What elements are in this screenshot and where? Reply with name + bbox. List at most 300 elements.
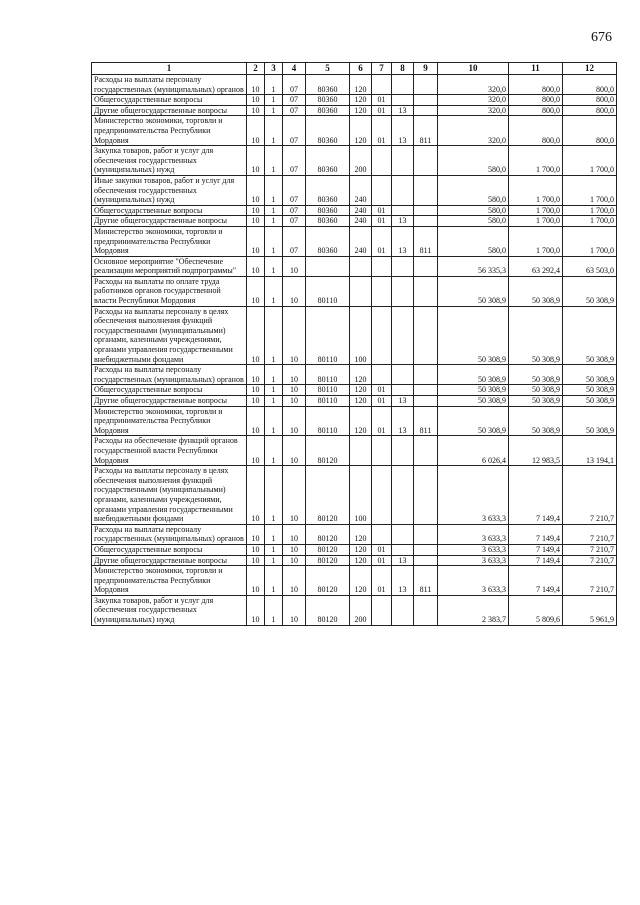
table-row (92, 216, 617, 227)
code-cell: 10 (283, 524, 306, 544)
code-cell: 10 (283, 276, 306, 306)
code-cell (372, 436, 392, 466)
amount-cell: 1 700,0 (563, 226, 617, 256)
amount-cell: 50 308,9 (509, 396, 563, 407)
table-row (92, 116, 617, 146)
amount-cell: 3 633,3 (438, 466, 509, 525)
amount-cell: 50 308,9 (563, 306, 617, 365)
code-cell: 13 (392, 105, 414, 116)
amount-cell: 1 700,0 (563, 216, 617, 227)
table-row (92, 306, 617, 365)
table-row (92, 75, 617, 95)
amount-cell: 1 700,0 (509, 216, 563, 227)
code-cell: 10 (283, 544, 306, 555)
amount-cell: 320,0 (438, 105, 509, 116)
amount-cell: 320,0 (438, 116, 509, 146)
table-row (92, 385, 617, 396)
code-cell (306, 256, 350, 276)
column-header: 12 (563, 63, 617, 75)
code-cell (414, 544, 438, 555)
amount-cell: 7 210,7 (563, 524, 617, 544)
row-name-cell: Министерство экономики, торговли и предпринимательства Республики Мордовия (92, 116, 247, 146)
table-row (92, 365, 617, 385)
column-header: 11 (509, 63, 563, 75)
code-cell (392, 205, 414, 216)
code-cell: 80120 (306, 466, 350, 525)
code-cell: 120 (350, 385, 372, 396)
code-cell (414, 256, 438, 276)
column-header: 1 (92, 63, 247, 75)
code-cell: 120 (350, 75, 372, 95)
table-row (92, 205, 617, 216)
column-header: 9 (414, 63, 438, 75)
row-name-cell: Расходы на выплаты персоналу государственных (муниципальных) органов (92, 75, 247, 95)
amount-cell: 50 308,9 (438, 276, 509, 306)
code-cell: 120 (350, 555, 372, 566)
code-cell: 13 (392, 406, 414, 436)
row-name-cell: Иные закупки товаров, работ и услуг для обеспечения государственных (муниципальных) нужд (92, 175, 247, 205)
code-cell: 80360 (306, 116, 350, 146)
code-cell: 10 (247, 116, 265, 146)
amount-cell: 320,0 (438, 75, 509, 95)
amount-cell: 1 700,0 (509, 175, 563, 205)
code-cell: 10 (247, 226, 265, 256)
code-cell: 01 (372, 555, 392, 566)
code-cell: 10 (247, 205, 265, 216)
code-cell: 120 (350, 105, 372, 116)
amount-cell: 580,0 (438, 216, 509, 227)
code-cell: 1 (265, 595, 283, 625)
amount-cell: 50 308,9 (563, 276, 617, 306)
code-cell: 80360 (306, 146, 350, 176)
amount-cell: 580,0 (438, 226, 509, 256)
code-cell: 07 (283, 116, 306, 146)
code-cell (414, 216, 438, 227)
amount-cell: 7 149,4 (509, 524, 563, 544)
code-cell: 1 (265, 95, 283, 106)
code-cell: 10 (283, 566, 306, 596)
amount-cell: 3 633,3 (438, 524, 509, 544)
amount-cell: 800,0 (563, 75, 617, 95)
code-cell: 10 (247, 256, 265, 276)
column-header: 2 (247, 63, 265, 75)
code-cell: 01 (372, 105, 392, 116)
code-cell: 80120 (306, 555, 350, 566)
code-cell: 120 (350, 524, 372, 544)
code-cell (392, 256, 414, 276)
row-name-cell: Расходы на выплаты персоналу в целях обеспечения выполнения функций государственными (муниципальными) органами, казенными учреждениями, органами управления государственными внебюджетными фондами (92, 466, 247, 525)
table-row (92, 226, 617, 256)
amount-cell: 7 149,4 (509, 466, 563, 525)
code-cell: 1 (265, 105, 283, 116)
amount-cell: 800,0 (563, 105, 617, 116)
code-cell: 10 (247, 146, 265, 176)
code-cell: 240 (350, 175, 372, 205)
code-cell: 10 (247, 105, 265, 116)
code-cell: 13 (392, 226, 414, 256)
code-cell: 80110 (306, 365, 350, 385)
code-cell: 120 (350, 566, 372, 596)
code-cell (392, 95, 414, 106)
code-cell: 200 (350, 146, 372, 176)
code-cell: 1 (265, 365, 283, 385)
code-cell: 10 (247, 524, 265, 544)
code-cell: 200 (350, 595, 372, 625)
column-header: 3 (265, 63, 283, 75)
amount-cell: 50 308,9 (438, 365, 509, 385)
row-name-cell: Расходы на выплаты персоналу государственных (муниципальных) органов (92, 524, 247, 544)
code-cell: 80110 (306, 406, 350, 436)
row-name-cell: Другие общегосударственные вопросы (92, 555, 247, 566)
column-header: 4 (283, 63, 306, 75)
row-name-cell: Другие общегосударственные вопросы (92, 396, 247, 407)
code-cell: 1 (265, 544, 283, 555)
code-cell: 07 (283, 175, 306, 205)
code-cell (392, 436, 414, 466)
code-cell: 07 (283, 105, 306, 116)
code-cell: 10 (247, 566, 265, 596)
code-cell: 811 (414, 566, 438, 596)
code-cell (414, 205, 438, 216)
code-cell: 80110 (306, 306, 350, 365)
amount-cell: 50 308,9 (563, 365, 617, 385)
code-cell: 07 (283, 146, 306, 176)
row-name-cell: Общегосударственные вопросы (92, 385, 247, 396)
amount-cell: 800,0 (563, 95, 617, 106)
code-cell: 10 (247, 175, 265, 205)
row-name-cell: Расходы на обеспечение функций органов государственной власти Республики Мордовия (92, 436, 247, 466)
code-cell: 1 (265, 175, 283, 205)
code-cell: 10 (247, 216, 265, 227)
column-header: 6 (350, 63, 372, 75)
amount-cell: 7 149,4 (509, 544, 563, 555)
code-cell: 80110 (306, 396, 350, 407)
code-cell (350, 276, 372, 306)
code-cell: 120 (350, 116, 372, 146)
code-cell: 10 (247, 385, 265, 396)
code-cell: 10 (283, 466, 306, 525)
code-cell: 100 (350, 306, 372, 365)
code-cell: 07 (283, 205, 306, 216)
code-cell (350, 256, 372, 276)
amount-cell: 3 633,3 (438, 566, 509, 596)
code-cell (414, 555, 438, 566)
table-body (92, 75, 617, 626)
code-cell: 1 (265, 205, 283, 216)
code-cell: 10 (247, 276, 265, 306)
row-name-cell: Расходы на выплаты по оплате труда работников органов государственной власти Республики Мордовия (92, 276, 247, 306)
code-cell: 10 (247, 466, 265, 525)
code-cell: 10 (283, 406, 306, 436)
amount-cell: 7 210,7 (563, 466, 617, 525)
code-cell: 811 (414, 406, 438, 436)
amount-cell: 580,0 (438, 175, 509, 205)
code-cell (372, 175, 392, 205)
code-cell: 80360 (306, 75, 350, 95)
code-cell: 10 (247, 406, 265, 436)
table-row (92, 524, 617, 544)
code-cell: 80120 (306, 566, 350, 596)
code-cell: 1 (265, 566, 283, 596)
row-name-cell: Министерство экономики, торговли и предпринимательства Республики Мордовия (92, 226, 247, 256)
code-cell: 01 (372, 566, 392, 596)
code-cell: 80120 (306, 436, 350, 466)
code-cell: 10 (247, 75, 265, 95)
code-cell: 120 (350, 365, 372, 385)
code-cell (414, 276, 438, 306)
code-cell (372, 466, 392, 525)
code-cell: 10 (247, 306, 265, 365)
amount-cell: 50 308,9 (438, 306, 509, 365)
row-name-cell: Общегосударственные вопросы (92, 95, 247, 106)
table-row (92, 406, 617, 436)
code-cell (372, 306, 392, 365)
table-row (92, 396, 617, 407)
table-header-row (92, 63, 617, 75)
code-cell: 120 (350, 544, 372, 555)
amount-cell: 1 700,0 (509, 205, 563, 216)
code-cell: 10 (283, 306, 306, 365)
code-cell (392, 276, 414, 306)
code-cell: 10 (247, 544, 265, 555)
code-cell: 80120 (306, 544, 350, 555)
table-row (92, 105, 617, 116)
row-name-cell: Министерство экономики, торговли и предпринимательства Республики Мордовия (92, 406, 247, 436)
code-cell (392, 544, 414, 555)
code-cell: 10 (247, 595, 265, 625)
amount-cell: 580,0 (438, 146, 509, 176)
code-cell (350, 436, 372, 466)
page-number: 676 (591, 30, 612, 45)
amount-cell: 800,0 (563, 116, 617, 146)
amount-cell: 3 633,3 (438, 555, 509, 566)
code-cell: 10 (283, 555, 306, 566)
amount-cell: 50 308,9 (438, 385, 509, 396)
amount-cell: 1 700,0 (563, 205, 617, 216)
code-cell: 01 (372, 396, 392, 407)
code-cell: 10 (283, 396, 306, 407)
row-name-cell: Другие общегосударственные вопросы (92, 216, 247, 227)
code-cell: 1 (265, 524, 283, 544)
code-cell (392, 466, 414, 525)
code-cell (414, 365, 438, 385)
code-cell (392, 175, 414, 205)
amount-cell: 3 633,3 (438, 544, 509, 555)
row-name-cell: Другие общегосударственные вопросы (92, 105, 247, 116)
code-cell: 811 (414, 226, 438, 256)
code-cell: 1 (265, 226, 283, 256)
amount-cell: 800,0 (509, 116, 563, 146)
code-cell: 10 (247, 365, 265, 385)
column-header: 5 (306, 63, 350, 75)
column-header: 7 (372, 63, 392, 75)
code-cell: 13 (392, 555, 414, 566)
amount-cell: 1 700,0 (509, 226, 563, 256)
code-cell: 1 (265, 396, 283, 407)
code-cell (392, 365, 414, 385)
code-cell: 07 (283, 226, 306, 256)
code-cell (414, 146, 438, 176)
code-cell: 10 (247, 436, 265, 466)
code-cell: 10 (247, 396, 265, 407)
table-row (92, 175, 617, 205)
code-cell: 120 (350, 396, 372, 407)
amount-cell: 2 383,7 (438, 595, 509, 625)
code-cell: 80360 (306, 95, 350, 106)
amount-cell: 800,0 (509, 95, 563, 106)
code-cell (392, 306, 414, 365)
code-cell: 01 (372, 95, 392, 106)
amount-cell: 1 700,0 (509, 146, 563, 176)
code-cell: 1 (265, 75, 283, 95)
code-cell: 1 (265, 385, 283, 396)
code-cell (372, 256, 392, 276)
code-cell (392, 524, 414, 544)
code-cell (414, 306, 438, 365)
code-cell: 01 (372, 116, 392, 146)
amount-cell: 7 210,7 (563, 555, 617, 566)
code-cell (372, 365, 392, 385)
row-name-cell: Основное мероприятие "Обеспечение реализации мероприятий подпрограммы" (92, 256, 247, 276)
amount-cell: 50 308,9 (509, 365, 563, 385)
code-cell: 07 (283, 216, 306, 227)
code-cell (414, 436, 438, 466)
code-cell: 01 (372, 406, 392, 436)
code-cell: 1 (265, 116, 283, 146)
amount-cell: 50 308,9 (438, 406, 509, 436)
amount-cell: 580,0 (438, 205, 509, 216)
code-cell: 240 (350, 226, 372, 256)
code-cell (414, 595, 438, 625)
row-name-cell: Министерство экономики, торговли и предпринимательства Республики Мордовия (92, 566, 247, 596)
amount-cell: 50 308,9 (509, 306, 563, 365)
row-name-cell: Расходы на выплаты персоналу в целях обеспечения выполнения функций государственными (муниципальными) органами, казенными учреждениями, органами управления государственными внебюджетными фондами (92, 306, 247, 365)
amount-cell: 5 809,6 (509, 595, 563, 625)
amount-cell: 50 308,9 (509, 276, 563, 306)
code-cell (414, 75, 438, 95)
code-cell: 120 (350, 406, 372, 436)
code-cell: 10 (283, 365, 306, 385)
code-cell (414, 95, 438, 106)
code-cell: 1 (265, 406, 283, 436)
column-header: 10 (438, 63, 509, 75)
table-row (92, 276, 617, 306)
code-cell (372, 524, 392, 544)
code-cell: 1 (265, 436, 283, 466)
code-cell: 13 (392, 396, 414, 407)
code-cell: 13 (392, 116, 414, 146)
code-cell (414, 466, 438, 525)
code-cell (372, 146, 392, 176)
code-cell: 10 (283, 595, 306, 625)
amount-cell: 50 308,9 (563, 385, 617, 396)
row-name-cell: Расходы на выплаты персоналу государственных (муниципальных) органов (92, 365, 247, 385)
code-cell (414, 385, 438, 396)
amount-cell: 7 149,4 (509, 566, 563, 596)
amount-cell: 50 308,9 (563, 396, 617, 407)
table-row (92, 466, 617, 525)
code-cell: 01 (372, 385, 392, 396)
code-cell (372, 276, 392, 306)
code-cell: 240 (350, 216, 372, 227)
amount-cell: 50 308,9 (563, 406, 617, 436)
code-cell: 13 (392, 216, 414, 227)
row-name-cell: Общегосударственные вопросы (92, 544, 247, 555)
code-cell: 01 (372, 216, 392, 227)
code-cell: 07 (283, 95, 306, 106)
amount-cell: 63 292,4 (509, 256, 563, 276)
code-cell: 80360 (306, 105, 350, 116)
code-cell: 01 (372, 544, 392, 555)
table-row (92, 436, 617, 466)
amount-cell: 800,0 (509, 105, 563, 116)
amount-cell: 7 210,7 (563, 544, 617, 555)
code-cell: 1 (265, 276, 283, 306)
amount-cell: 5 961,9 (563, 595, 617, 625)
amount-cell: 320,0 (438, 95, 509, 106)
code-cell: 80120 (306, 524, 350, 544)
row-name-cell: Закупка товаров, работ и услуг для обеспечения государственных (муниципальных) нужд (92, 146, 247, 176)
amount-cell: 50 308,9 (438, 396, 509, 407)
code-cell (392, 146, 414, 176)
budget-table (91, 62, 617, 626)
table-row (92, 256, 617, 276)
code-cell: 1 (265, 216, 283, 227)
code-cell: 10 (283, 256, 306, 276)
code-cell: 10 (283, 385, 306, 396)
code-cell: 80360 (306, 205, 350, 216)
code-cell: 80360 (306, 216, 350, 227)
code-cell (414, 396, 438, 407)
amount-cell: 12 983,5 (509, 436, 563, 466)
code-cell: 1 (265, 306, 283, 365)
code-cell: 80110 (306, 385, 350, 396)
code-cell: 100 (350, 466, 372, 525)
code-cell: 10 (247, 555, 265, 566)
code-cell: 1 (265, 146, 283, 176)
amount-cell: 7 149,4 (509, 555, 563, 566)
code-cell: 10 (247, 95, 265, 106)
code-cell: 240 (350, 205, 372, 216)
amount-cell: 50 308,9 (509, 385, 563, 396)
code-cell: 01 (372, 205, 392, 216)
amount-cell: 1 700,0 (563, 146, 617, 176)
table-row (92, 595, 617, 625)
amount-cell: 50 308,9 (509, 406, 563, 436)
code-cell (414, 175, 438, 205)
code-cell: 1 (265, 256, 283, 276)
amount-cell: 1 700,0 (563, 175, 617, 205)
row-name-cell: Общегосударственные вопросы (92, 205, 247, 216)
table-row (92, 555, 617, 566)
table-row (92, 146, 617, 176)
code-cell: 80360 (306, 175, 350, 205)
code-cell: 80360 (306, 226, 350, 256)
code-cell: 13 (392, 566, 414, 596)
table-row (92, 95, 617, 106)
row-name-cell: Закупка товаров, работ и услуг для обеспечения государственных (муниципальных) нужд (92, 595, 247, 625)
code-cell: 07 (283, 75, 306, 95)
code-cell: 811 (414, 116, 438, 146)
amount-cell: 63 503,0 (563, 256, 617, 276)
amount-cell: 6 026,4 (438, 436, 509, 466)
amount-cell: 800,0 (509, 75, 563, 95)
code-cell (414, 105, 438, 116)
code-cell: 80110 (306, 276, 350, 306)
code-cell: 120 (350, 95, 372, 106)
code-cell: 80120 (306, 595, 350, 625)
code-cell: 10 (283, 436, 306, 466)
